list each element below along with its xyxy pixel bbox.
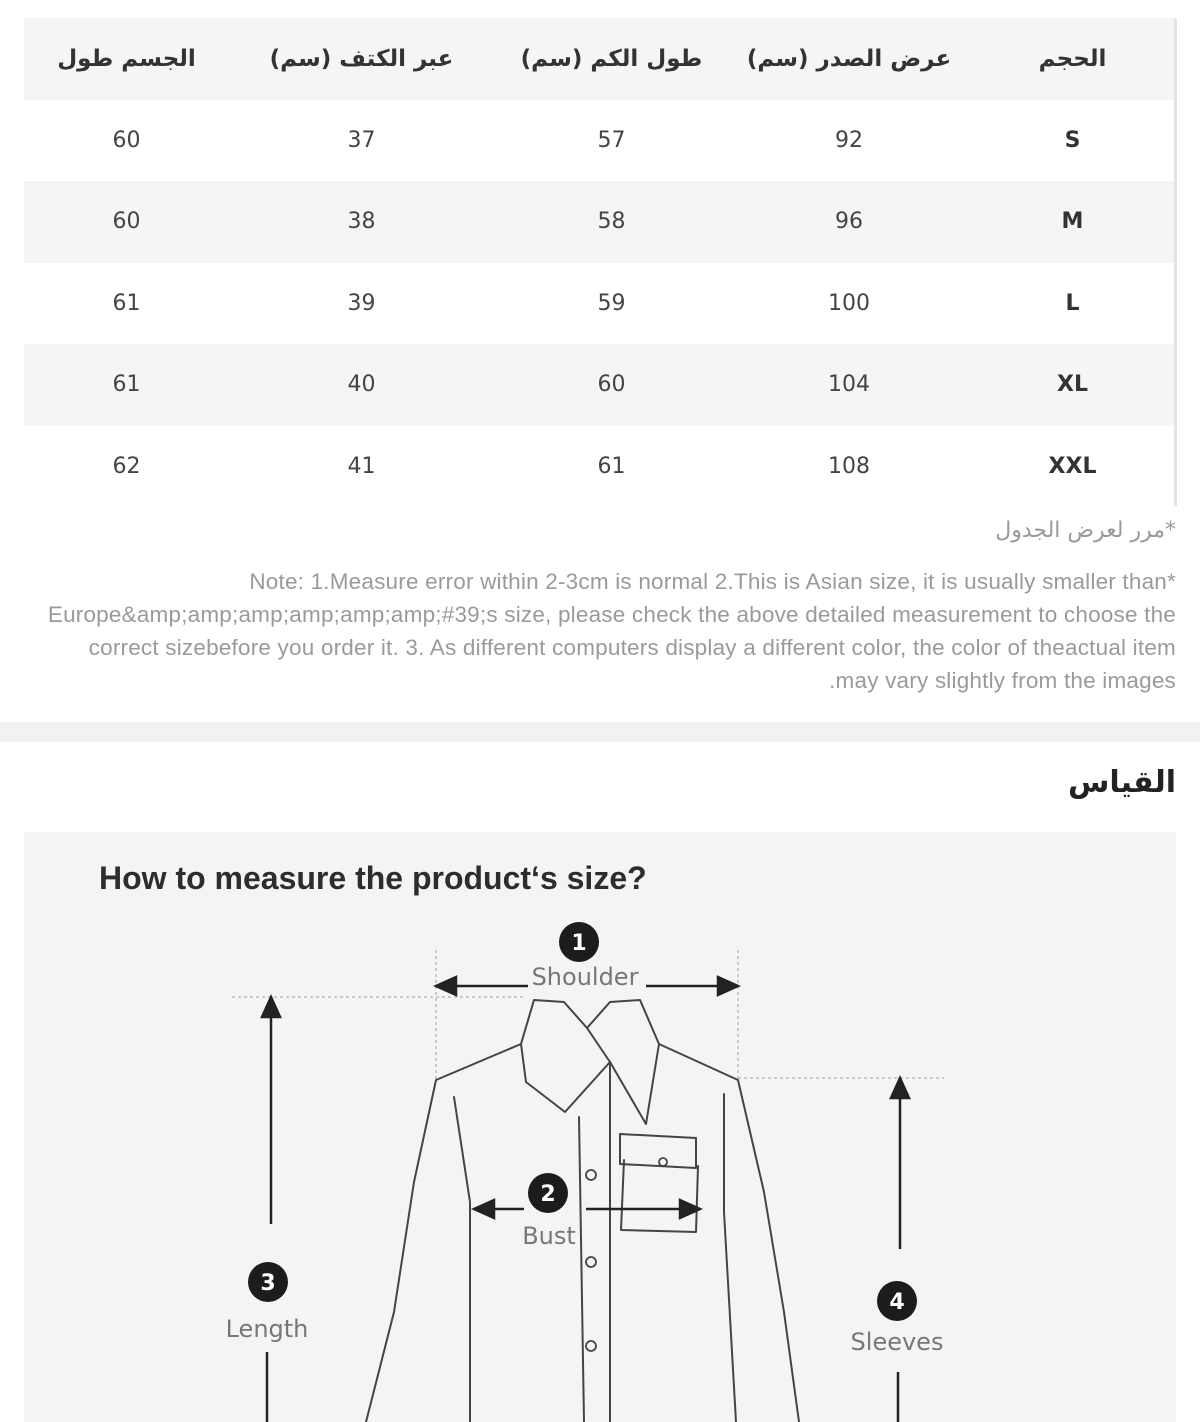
length-number: 3 — [260, 1271, 276, 1296]
bust-marker — [522, 1173, 576, 1250]
header-chest-width: عرض الصدر (سم) — [746, 45, 952, 72]
size-chart-table — [24, 18, 1176, 507]
table-row — [24, 263, 1176, 345]
measurement-cell: 60 — [112, 127, 141, 153]
table-row — [24, 344, 1176, 426]
measurement-cell: 61 — [597, 453, 626, 479]
measurement-cell: 62 — [112, 453, 141, 479]
measurement-cell: 38 — [347, 209, 376, 235]
measurement-cell: 40 — [347, 372, 376, 398]
measurement-section-title: القياس — [1067, 765, 1176, 800]
header-size: الحجم — [1038, 45, 1107, 72]
shirt-diagram — [24, 832, 1176, 1422]
length-label: Length — [225, 1315, 309, 1343]
bust-number: 2 — [540, 1182, 556, 1207]
size-note: *Note: 1.Measure error within 2-3cm is normal 2.This is Asian size, it is usually smaller than Europe&amp;amp;amp;amp;amp;amp;#39;s size, please check the above detailed measurement to choose the correct sizebefore you order it. 3. As different computers display a different color, the color of theactual item may vary slightly from the images. — [47, 569, 1176, 693]
shirt-buttons — [586, 1158, 667, 1351]
measurement-cell: 60 — [112, 209, 141, 235]
table-row — [24, 181, 1176, 263]
header-body-length: الجسم طول — [57, 45, 196, 72]
measurement-cell: 37 — [347, 127, 376, 153]
measurement-cell: 61 — [112, 290, 141, 316]
size-cell: XL — [1057, 372, 1088, 398]
sleeves-number: 4 — [889, 1290, 905, 1315]
header-sleeve-length: طول الكم (سم) — [520, 45, 703, 72]
measurement-cell: 60 — [597, 372, 626, 398]
diagram-title: How to measure the product‘s size? — [99, 860, 647, 896]
shoulder-number: 1 — [571, 931, 587, 956]
length-marker — [226, 1262, 309, 1343]
measurement-cell: 57 — [597, 127, 626, 153]
measurement-cell: 108 — [828, 453, 870, 479]
measurement-cell: 39 — [347, 290, 376, 316]
shoulder-marker — [532, 922, 639, 991]
swipe-hint: *مرر لعرض الجدول — [995, 518, 1176, 543]
size-cell: M — [1061, 209, 1084, 235]
section-divider — [0, 722, 1200, 742]
shirt-outline-icon — [366, 1000, 799, 1422]
table-scroll-edge[interactable] — [1174, 18, 1177, 506]
size-cell: L — [1065, 290, 1080, 316]
measurement-cell: 96 — [835, 209, 863, 235]
header-shoulder-width: عبر الكتف (سم) — [269, 45, 454, 72]
measurement-cell: 59 — [597, 290, 626, 316]
sleeves-label: Sleeves — [850, 1328, 944, 1356]
measurement-cell: 104 — [828, 372, 870, 398]
table-header-row — [24, 18, 1176, 100]
measurement-cell: 58 — [597, 209, 626, 235]
table-row — [24, 100, 1176, 182]
size-cell: S — [1064, 127, 1081, 153]
size-cell: XXL — [1048, 453, 1097, 479]
measurement-diagram — [24, 832, 1176, 1422]
bust-label: Bust — [522, 1222, 576, 1250]
measurement-cell: 61 — [112, 372, 141, 398]
table-row — [24, 426, 1176, 508]
sleeves-marker — [851, 1281, 944, 1356]
measurement-cell: 100 — [828, 290, 870, 316]
shoulder-label: Shoulder — [531, 963, 639, 991]
measurement-cell: 41 — [347, 453, 376, 479]
measurement-cell: 92 — [835, 127, 863, 153]
